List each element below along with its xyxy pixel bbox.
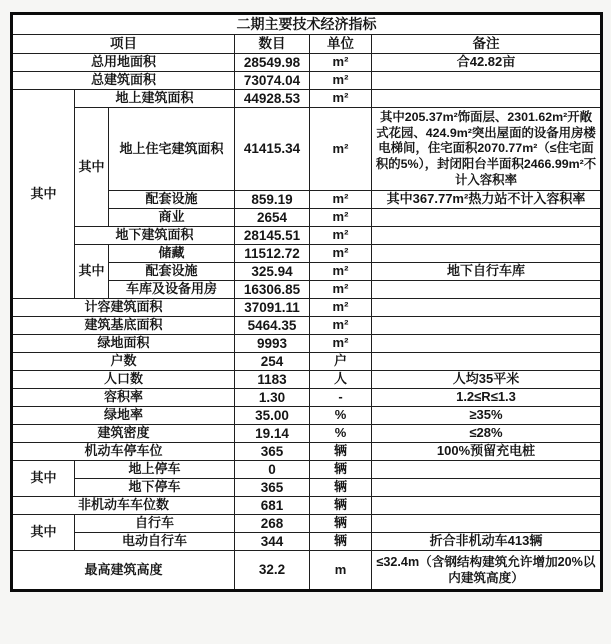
unit-cell: 辆 bbox=[310, 443, 372, 461]
value-cell: 1183 bbox=[235, 371, 310, 389]
table-row bbox=[12, 515, 602, 533]
value-cell: 16306.85 bbox=[235, 281, 310, 299]
table-row bbox=[12, 425, 602, 443]
remark-cell: 地下自行车库 bbox=[372, 263, 602, 281]
value-cell: 2654 bbox=[235, 209, 310, 227]
value-cell: 268 bbox=[235, 515, 310, 533]
unit-cell: 辆 bbox=[310, 533, 372, 551]
economic-indicators-table bbox=[10, 12, 603, 592]
unit-cell: m² bbox=[310, 72, 372, 90]
item-label: 配套设施 bbox=[109, 263, 235, 281]
remark-cell bbox=[372, 479, 602, 497]
value-cell: 325.94 bbox=[235, 263, 310, 281]
table-title: 二期主要技术经济指标 bbox=[12, 14, 602, 35]
unit-cell: m² bbox=[310, 191, 372, 209]
remark-cell bbox=[372, 209, 602, 227]
item-label: 户数 bbox=[12, 353, 235, 371]
remark-cell bbox=[372, 227, 602, 245]
item-label: 建筑密度 bbox=[12, 425, 235, 443]
item-label: 容积率 bbox=[12, 389, 235, 407]
table-row bbox=[12, 335, 602, 353]
value-cell: 37091.11 bbox=[235, 299, 310, 317]
remark-cell: ≤32.4m（含钢结构建筑允许增加20%以内建筑高度） bbox=[372, 551, 602, 591]
header-item: 项目 bbox=[12, 35, 235, 54]
item-label: 自行车 bbox=[75, 515, 235, 533]
unit-cell: m² bbox=[310, 335, 372, 353]
unit-cell: m² bbox=[310, 263, 372, 281]
unit-cell: m² bbox=[310, 317, 372, 335]
remark-cell bbox=[372, 90, 602, 108]
unit-cell: m² bbox=[310, 209, 372, 227]
value-cell: 73074.04 bbox=[235, 72, 310, 90]
item-label: 电动自行车 bbox=[75, 533, 235, 551]
value-cell: 859.19 bbox=[235, 191, 310, 209]
header-unit: 单位 bbox=[310, 35, 372, 54]
item-label: 总建筑面积 bbox=[12, 72, 235, 90]
unit-cell: 辆 bbox=[310, 461, 372, 479]
remark-cell bbox=[372, 72, 602, 90]
item-label: 地上建筑面积 bbox=[75, 90, 235, 108]
table-row bbox=[12, 245, 602, 263]
unit-cell: m bbox=[310, 551, 372, 591]
item-label: 绿地率 bbox=[12, 407, 235, 425]
item-label: 计容建筑面积 bbox=[12, 299, 235, 317]
unit-cell: m² bbox=[310, 245, 372, 263]
value-cell: 28549.98 bbox=[235, 54, 310, 72]
value-cell: 681 bbox=[235, 497, 310, 515]
header-quantity: 数目 bbox=[235, 35, 310, 54]
table-row bbox=[12, 461, 602, 479]
header-remark: 备注 bbox=[372, 35, 602, 54]
remark-cell bbox=[372, 497, 602, 515]
remark-cell bbox=[372, 281, 602, 299]
table-row bbox=[12, 227, 602, 245]
remark-cell: 合42.82亩 bbox=[372, 54, 602, 72]
item-label: 地下建筑面积 bbox=[75, 227, 235, 245]
remark-cell: ≥35% bbox=[372, 407, 602, 425]
table-row bbox=[12, 407, 602, 425]
header-row bbox=[12, 35, 602, 54]
remark-cell bbox=[372, 515, 602, 533]
table-row bbox=[12, 371, 602, 389]
table-row bbox=[12, 353, 602, 371]
table-row bbox=[12, 443, 602, 461]
unit-cell: 辆 bbox=[310, 497, 372, 515]
table-row bbox=[12, 551, 602, 591]
item-label: 非机动车车位数 bbox=[12, 497, 235, 515]
remark-cell: 人均35平米 bbox=[372, 371, 602, 389]
group-label-cell: 其中 bbox=[12, 461, 75, 497]
unit-cell: m² bbox=[310, 108, 372, 191]
remark-cell bbox=[372, 245, 602, 263]
unit-cell: 户 bbox=[310, 353, 372, 371]
indicators-table bbox=[10, 12, 603, 592]
value-cell: 344 bbox=[235, 533, 310, 551]
value-cell: 254 bbox=[235, 353, 310, 371]
value-cell: 11512.72 bbox=[235, 245, 310, 263]
item-label: 机动车停车位 bbox=[12, 443, 235, 461]
table-row bbox=[12, 533, 602, 551]
value-cell: 32.2 bbox=[235, 551, 310, 591]
unit-cell: m² bbox=[310, 227, 372, 245]
remark-cell: 其中367.77m²热力站不计入容积率 bbox=[372, 191, 602, 209]
remark-cell bbox=[372, 461, 602, 479]
value-cell: 9993 bbox=[235, 335, 310, 353]
table-row bbox=[12, 72, 602, 90]
unit-cell: 辆 bbox=[310, 479, 372, 497]
group-label-cell: 其中 bbox=[12, 90, 75, 299]
value-cell: 5464.35 bbox=[235, 317, 310, 335]
item-label: 地上停车 bbox=[75, 461, 235, 479]
table-row bbox=[12, 479, 602, 497]
item-label: 最高建筑高度 bbox=[12, 551, 235, 591]
title-row bbox=[12, 14, 602, 35]
value-cell: 365 bbox=[235, 479, 310, 497]
unit-cell: m² bbox=[310, 54, 372, 72]
unit-cell: 辆 bbox=[310, 515, 372, 533]
remark-cell bbox=[372, 335, 602, 353]
item-label: 商业 bbox=[109, 209, 235, 227]
item-label: 绿地面积 bbox=[12, 335, 235, 353]
table-row bbox=[12, 497, 602, 515]
group-label-cell: 其中 bbox=[75, 108, 109, 227]
unit-cell: m² bbox=[310, 299, 372, 317]
value-cell: 28145.51 bbox=[235, 227, 310, 245]
value-cell: 0 bbox=[235, 461, 310, 479]
value-cell: 1.30 bbox=[235, 389, 310, 407]
value-cell: 365 bbox=[235, 443, 310, 461]
value-cell: 19.14 bbox=[235, 425, 310, 443]
item-label: 储藏 bbox=[109, 245, 235, 263]
table-row bbox=[12, 299, 602, 317]
group-label-cell: 其中 bbox=[75, 245, 109, 299]
unit-cell: % bbox=[310, 425, 372, 443]
unit-cell: m² bbox=[310, 281, 372, 299]
remark-cell: ≤28% bbox=[372, 425, 602, 443]
remark-cell: 其中205.37m²饰面层、2301.62m²开敞式花园、424.9m²突出屋面的设备用房楼电梯间，住宅面积2070.77m²（≤住宅面积的5%），封闭阳台半面积2466.99m²不计入容积率 bbox=[372, 108, 602, 191]
value-cell: 41415.34 bbox=[235, 108, 310, 191]
remark-cell: 100%预留充电桩 bbox=[372, 443, 602, 461]
remark-cell bbox=[372, 317, 602, 335]
remark-cell bbox=[372, 353, 602, 371]
remark-cell bbox=[372, 299, 602, 317]
table-row bbox=[12, 389, 602, 407]
item-label: 建筑基底面积 bbox=[12, 317, 235, 335]
value-cell: 44928.53 bbox=[235, 90, 310, 108]
table-row bbox=[12, 108, 602, 191]
item-label: 总用地面积 bbox=[12, 54, 235, 72]
remark-cell: 1.2≤R≤1.3 bbox=[372, 389, 602, 407]
unit-cell: % bbox=[310, 407, 372, 425]
table-row bbox=[12, 54, 602, 72]
unit-cell: 人 bbox=[310, 371, 372, 389]
item-label: 车库及设备用房 bbox=[109, 281, 235, 299]
item-label: 地下停车 bbox=[75, 479, 235, 497]
table-row bbox=[12, 90, 602, 108]
unit-cell: - bbox=[310, 389, 372, 407]
item-label: 人口数 bbox=[12, 371, 235, 389]
value-cell: 35.00 bbox=[235, 407, 310, 425]
item-label: 地上住宅建筑面积 bbox=[109, 108, 235, 191]
unit-cell: m² bbox=[310, 90, 372, 108]
group-label-cell: 其中 bbox=[12, 515, 75, 551]
remark-cell: 折合非机动车413辆 bbox=[372, 533, 602, 551]
table-row bbox=[12, 317, 602, 335]
item-label: 配套设施 bbox=[109, 191, 235, 209]
